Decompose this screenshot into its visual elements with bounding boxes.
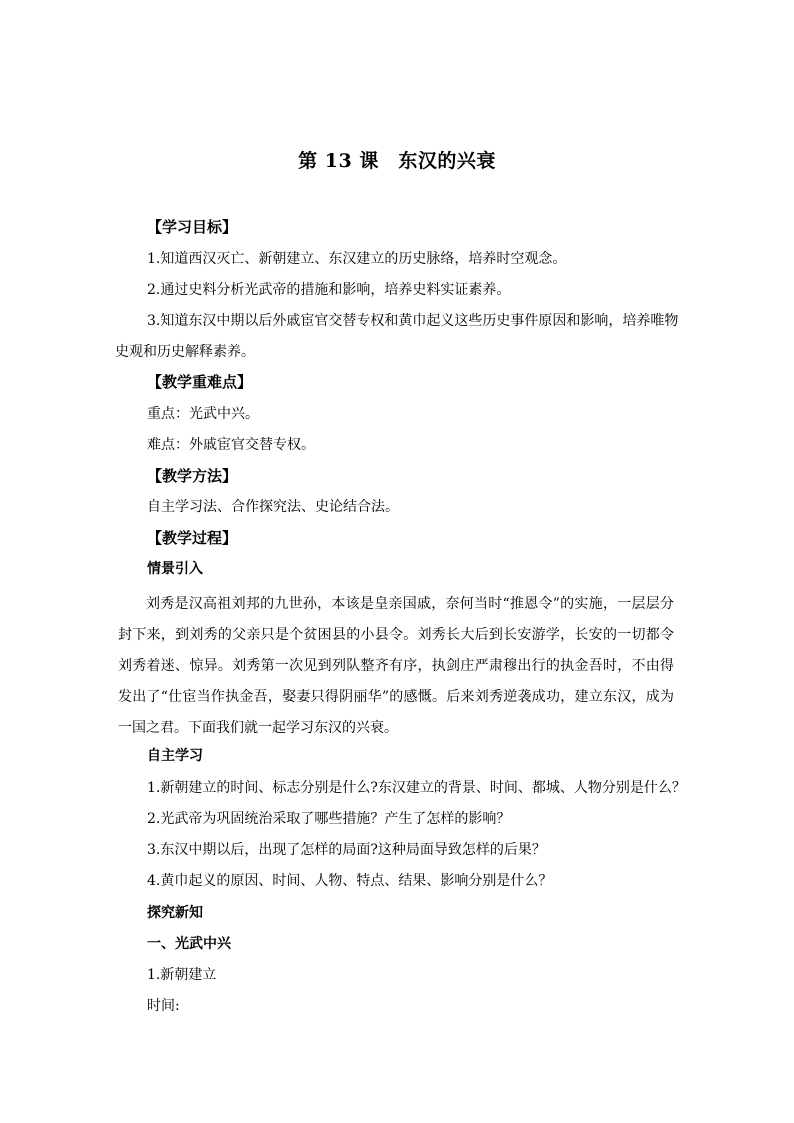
methods-text: 自主学习法、合作探究法、史论结合法。 [147, 499, 399, 515]
difficulty-text: 难点：外戚宦官交替专权。 [147, 437, 315, 453]
intro-paragraph: 刘秀是汉高祖刘邦的九世孙，本该是皇亲国戚，奈何当时“推恩令”的实施，一层层分封下来，到刘秀的父亲只是个贫困县的小县令。刘秀长大后到长安游学，长安的一切都令刘秀着迷、惊异。刘秀第一次见到列队整齐有序，执剑庄严肃穆出行的执金吾时，不由得发出了“仕宦当作执金吾，娶妻只得阴丽华”的感慨。后来刘秀逆袭成功，建立东汉，成为一国之君。下面我们就一起学习东汉的兴衰。 [118, 596, 674, 736]
intro-heading: 情景引入 [147, 561, 203, 577]
question-4: 4.黄巾起义的原因、时间、人物、特点、结果、影响分别是什么？ [147, 873, 553, 889]
key-points-heading: 【教学重难点】 [147, 373, 253, 391]
time-label: 时间: [147, 998, 180, 1014]
question-2: 2.光武帝为巩固统治采取了哪些措施？产生了怎样的影响？ [147, 811, 511, 827]
sub1-heading: 1.新朝建立 [147, 967, 217, 983]
goal-item-3: 3.知道东汉中期以后外戚宦官交替专权和黄巾起义这些历史事件原因和影响，培养唯物 [147, 313, 679, 329]
goal-item-1: 1.知道西汉灭亡、新朝建立、东汉建立的历史脉络，培养时空观念。 [147, 251, 567, 267]
page-title: 第 13 课 东汉的兴衰 [298, 150, 496, 172]
question-1: 1.新朝建立的时间、标志分别是什么?东汉建立的背景、时间、都城、人物分别是什么？ [147, 780, 686, 796]
explore-heading: 探究新知 [147, 905, 203, 921]
process-heading: 【教学过程】 [147, 529, 238, 547]
question-3: 3.东汉中期以后，出现了怎样的局面?这种局面导致怎样的后果？ [147, 842, 546, 858]
self-study-heading: 自主学习 [147, 748, 203, 764]
methods-heading: 【教学方法】 [147, 467, 238, 485]
focus-text: 重点：光武中兴。 [147, 406, 259, 422]
goals-heading: 【学习目标】 [147, 218, 238, 236]
part1-heading: 一、光武中兴 [147, 936, 231, 952]
goal-item-3-cont: 史观和历史解释素养。 [115, 344, 255, 360]
goal-item-2: 2.通过史料分析光武帝的措施和影响，培养史料实证素养。 [147, 282, 511, 298]
